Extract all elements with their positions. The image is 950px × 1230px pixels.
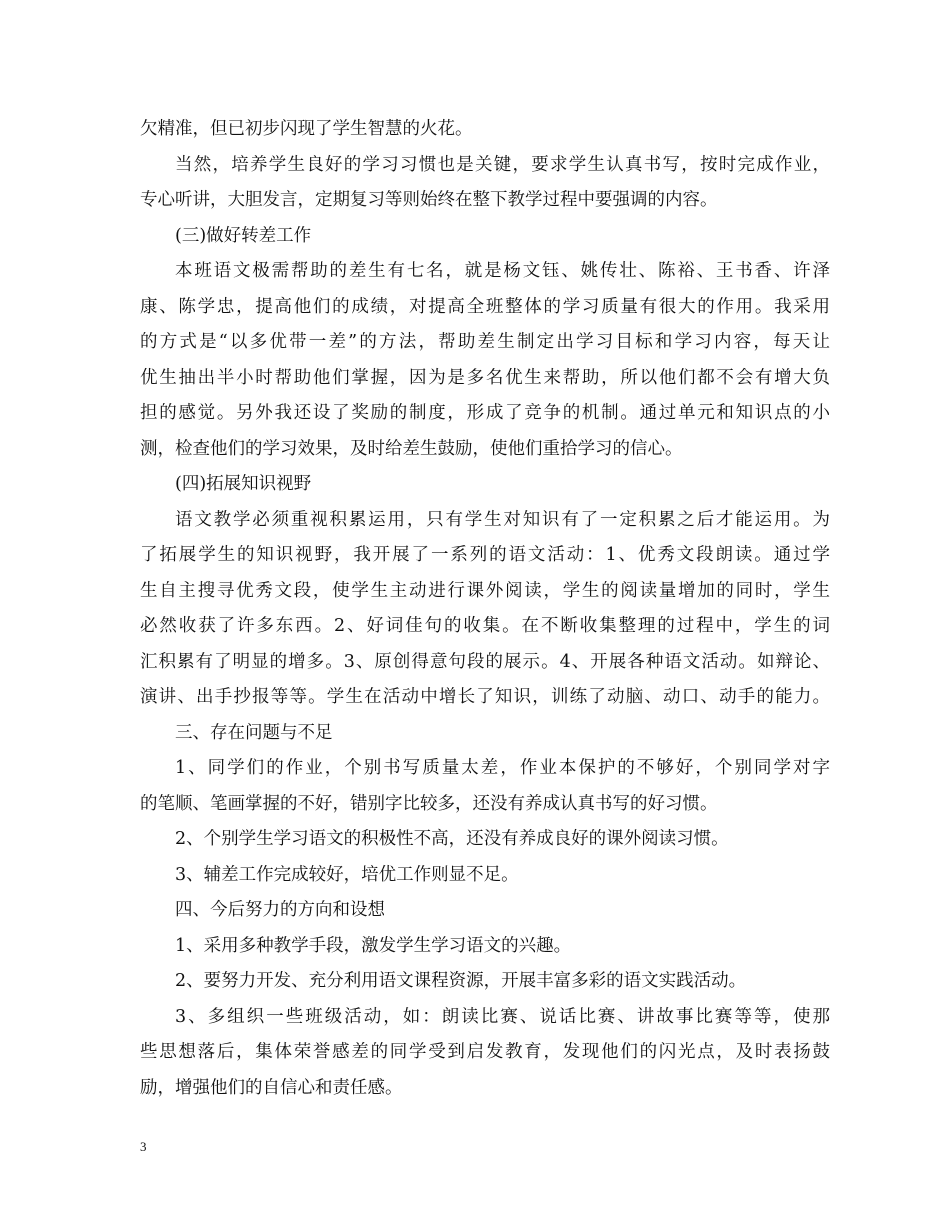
text-line: 2、个别学生学习语文的积极性不高，还没有养成良好的课外阅读习惯。 [175, 829, 729, 849]
section-heading: 三、存在问题与不足 [175, 722, 333, 743]
text-line: 励，增强他们的自信心和责任感。 [140, 1077, 403, 1098]
text-line: 语文教学必须重视积累运用，只有学生对知识有了一定积累之后才能运用。为 [175, 509, 830, 530]
text-line: 1、采用多种教学手段，激发学生学习语文的兴趣。 [175, 935, 572, 956]
text-line: 必然收获了许多东西。2、好词佳句的收集。在不断收集整理的过程中，学生的词 [140, 616, 830, 636]
text-line: 优生抽出半小时帮助他们掌握，因为是多名优生来帮助，所以他们都不会有增大负 [140, 367, 830, 388]
section-heading: (三)做好转差工作 [175, 225, 312, 246]
text-line: 2、要努力开发、充分利用语文课程资源，开展丰富多彩的语文实践活动。 [175, 971, 747, 991]
text-line: 些思想落后，集体荣誉感差的同学受到启发教育，发现他们的闪光点，及时表扬鼓 [140, 1042, 830, 1062]
text-line: 1、同学们的作业，个别书写质量太差，作业本保护的不够好，个别同学对字 [175, 758, 830, 778]
page-number: 3 [140, 1139, 147, 1154]
text-line: 测，检查他们的学习效果，及时给差生鼓励，使他们重拾学习的信心。 [140, 438, 683, 459]
text-line: 的方式是“以多优带一差”的方法，帮助差生制定出学习目标和学习内容，每天让 [140, 332, 830, 352]
text-line: 汇积累有了明显的增多。3、原创得意句段的展示。4、开展各种语文活动。如辩论、 [140, 651, 830, 672]
text-line: 当然，培养学生良好的学习习惯也是关键，要求学生认真书写，按时完成作业， [175, 154, 830, 175]
text-line: 了拓展学生的知识视野，我开展了一系列的语文活动：1、优秀文段朗读。通过学 [140, 545, 830, 565]
text-line: 担的感觉。另外我还设了奖励的制度，形成了竞争的机制。通过单元和知识点的小 [140, 403, 830, 423]
text-line: 生自主搜寻优秀文段，使学生主动进行课外阅读，学生的阅读量增加的同时，学生 [140, 580, 830, 601]
text-line: 欠精准，但已初步闪现了学生智慧的火花。 [140, 119, 473, 139]
text-line: 3、辅差工作完成较好，培优工作则显不足。 [175, 864, 519, 885]
body-text [140, 112, 830, 1106]
text-line: 本班语文极需帮助的差生有七名，就是杨文钰、姚传壮、陈裕、王书香、许泽 [175, 261, 830, 281]
text-line: 的笔顺、笔画掌握的不好，错别字比较多，还没有养成认真书写的好习惯。 [140, 793, 718, 814]
text-line: 专心听讲，大胆发言，定期复习等则始终在整下教学过程中要强调的内容。 [140, 190, 718, 210]
text-line: 康、陈学忠，提高他们的成绩，对提高全班整体的学习质量有很大的作用。我采用 [140, 296, 830, 317]
section-heading: 四、今后努力的方向和设想 [175, 900, 385, 920]
text-line: 演讲、出手抄报等等。学生在活动中增长了知识，训练了动脑、动口、动手的能力。 [140, 687, 830, 707]
text-line: 3、多组织一些班级活动，如：朗读比赛、说话比赛、讲故事比赛等等，使那 [175, 1006, 830, 1027]
section-heading: (四)拓展知识视野 [175, 474, 312, 494]
